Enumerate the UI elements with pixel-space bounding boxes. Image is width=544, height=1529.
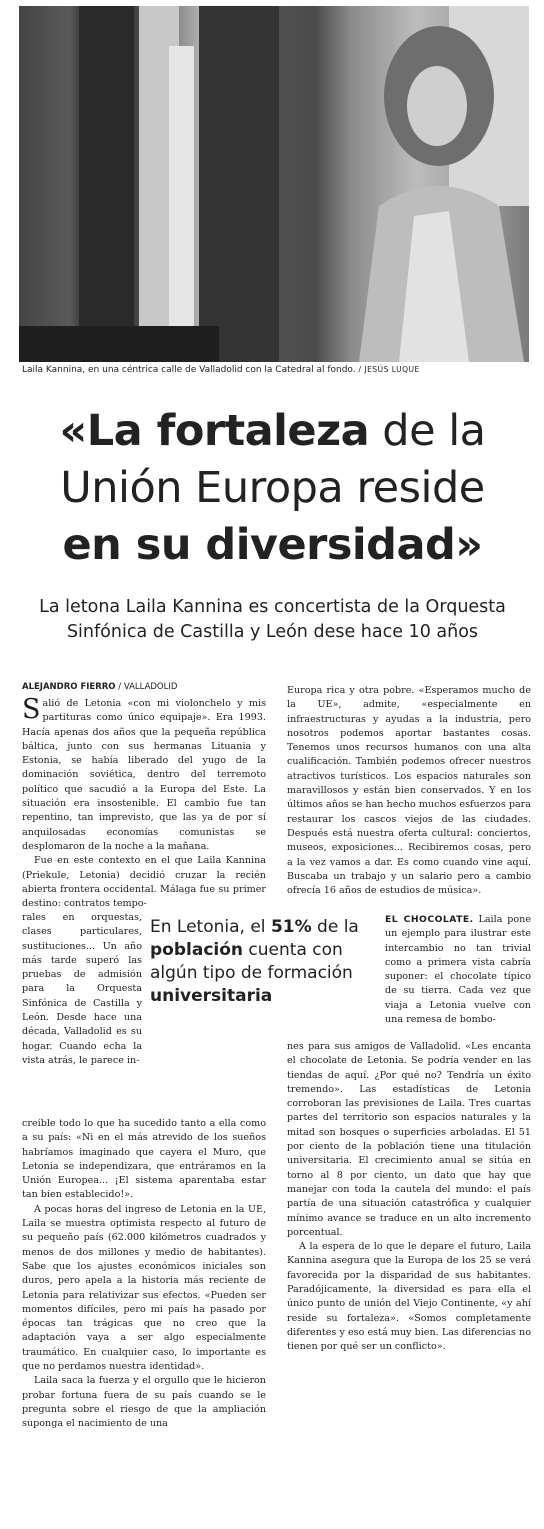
paragraph-7: A la espera de lo que le depare el futuro, Laila Kannina asegura que la Europa de los 25 se verá favorecida por la disparidad de sus habitantes. Paradójicamente, la diversidad es para ella el único punto de unión del Viejo Continente, «y ahí reside su fortaleza». «Somos completamente diferentes y eso está muy bien. Las diferencias no tienen por qué ser un conflicto». [287,1241,531,1353]
photo-image [19,6,529,362]
paragraph-6-text: Laila pone un ejemplo para ilustrar este intercambio no tan trivial como a primera vista cabría suponer: el chocolate típico de su tierra. Cada vez que viaja a Letonia vuelve con una remesa de bombo- [385,914,531,1026]
headline [20,403,525,574]
article-column-1 [22,694,266,911]
photo [19,6,529,362]
paragraph-6-continued: nes para sus amigos de Valladolid. «Les encanta el chocolate de Letonia. Se podría vender en las tiendas de aquí. ¿Por qué no? Tendría un éxito tremendo». Las estadísticas de Letonia corroboran las previsiones de Laila. Tres cuartas partes del territorio son espacios naturales y la mitad son bosques o superficies arboladas. El 51 por ciento de la población tiene una titulación universitaria. El crecimiento anual se sitúa en torno al 8 por ciento, un dato que hay que manejar con toda la cautela del mundo: el país partía de una situación catastrófica y cualquier mínimo avance se traduce en un alto incremento porcentual. [287,1041,531,1238]
byline-author: ALEJANDRO FIERRO [22,682,116,692]
headline-light-part: de la [369,406,486,456]
paragraph-4: Laila saca la fuerza y el orgullo que le hicieron probar fortuna fuera de su país cuando se le pregunta sobre el riesgo de que la ampliación suponga el nacimiento de una [22,1375,266,1430]
paragraph-1-text: alió de Letonia «con mi violonchelo y mis partituras como único equipaje». Era 1993. Hacía apenas dos años que la pequeña república báltica, junto con sus hermanas Lituania y Estonia, se había liberado del yugo de la dominación soviética, dentro del terremoto político que sacudió a la Europa del Este. La situación era insostenible. El cambio fue tan repentino, tan imprevisto, que las ya de por sí anquilosadas economías comunistas se desplomaron de la noche a la mañana. [22,698,266,852]
paragraph-2-continued: rales en orquestas, clases particulares, sustituciones... Un año más tarde superó las pruebas de admisión para la Orquesta Sinfónica de Castilla y León. Desde hace una década, Valladolid es su hogar. Cuando echa la vista atrás, le parece in- [22,912,142,1066]
paragraph-2: Fue en este contexto en el que Laila Kannina (Priekule, Letonia) decidió cruzar la recién abierta frontera occidental. Málaga fue su primer destino: contratos tempo- [22,855,266,910]
paragraph-3: A pocas horas del ingreso de Letonia en la UE, Laila se muestra optimista respecto al futuro de su pequeño país (62.000 kilómetros cuadrados y menos de dos millones y medio de habitantes). Sabe que los ajustes económicos iniciales son duros, pero apela a la historia más reciente de Letonia para relativizar sus efectos. «Pueden ser momentos difíciles, pero mi país ha pasado por épocas tan trágicas que no creo que la adaptación vaya a ser algo especialmente traumático. En cualquier caso, lo importante es que no perdamos nuestra identidad». [22,1203,266,1373]
headline-bold-part: «La fortaleza [59,406,370,456]
article-column-2 [287,684,531,898]
article-column-2-wrap [385,913,531,1027]
paragraph-2-end: creíble todo lo que ha sucedido tanto a ella como a su país: «Ni en el más atrevido de los sueños habríamos imaginado que cayera el Muro, que Letonia se independizara, que entráramos en la Unión Europea... ¡El sistema aparentaba estar tan bien establecido!». [22,1118,266,1201]
pull-quote-population: población [150,940,244,960]
article-column-2-lower [287,1040,531,1355]
photo-credit: / JESÚS LUQUE [358,365,420,374]
pull-quote-text-c: cuenta con algún tipo de formación [150,940,353,983]
section-subtitle: EL CHOCOLATE. [385,914,474,925]
caption-text: Laila Kannina, en una céntrica calle de Valladolid con la Catedral al fondo. [22,365,356,375]
headline-line-1 [20,403,525,460]
article-column-1-lower [22,1117,266,1432]
byline-location: / VALLADOLID [115,682,178,692]
article-column-1-wrap [22,911,142,1068]
headline-line-2: Unión Europa reside [60,463,485,513]
pull-quote-university: universitaria [150,986,273,1006]
pull-quote-text-a: En Letonia, el [150,917,271,937]
paragraph-1 [22,694,266,854]
headline-bold-line3: en su diversidad» [62,520,483,570]
paragraph-5: Europa rica y otra pobre. «Esperamos mucho de la UE», admite, «especialmente en infraestructuras y ayudas a la industria, pero nosotros podemos aportar bastantes cosas. Tenemos unos recursos humanos con una alta cualificación. También podemos ofrecer nuestros atractivos turísticos. Los espacios naturales son maravillosos y están bien conservados. Y en los últimos años se han hecho muchos esfuerzos para restaurar los cascos viejos de las ciudades. Después está nuestra oferta cultural: conciertos, museos, exposiciones... Recibiremos cosas, pero a la vez vamos a dar. Es como cuando vine aquí. Buscaba un trabajo y un salario pero a cambio ofrecía 16 años de estudios de música». [287,685,531,897]
pull-quote-percent: 51% [270,917,312,937]
drop-cap: S [22,694,41,725]
byline [22,682,177,692]
subheadline: La letona Laila Kannina es concertista de la Orquesta Sinfónica de Castilla y León dese hace 10 años [39,597,506,642]
paragraph-6 [385,913,531,1027]
pull-quote-text-b: de la [311,917,359,937]
photo-caption [22,365,527,375]
pull-quote [150,912,380,1038]
headline-line-3 [20,517,525,574]
